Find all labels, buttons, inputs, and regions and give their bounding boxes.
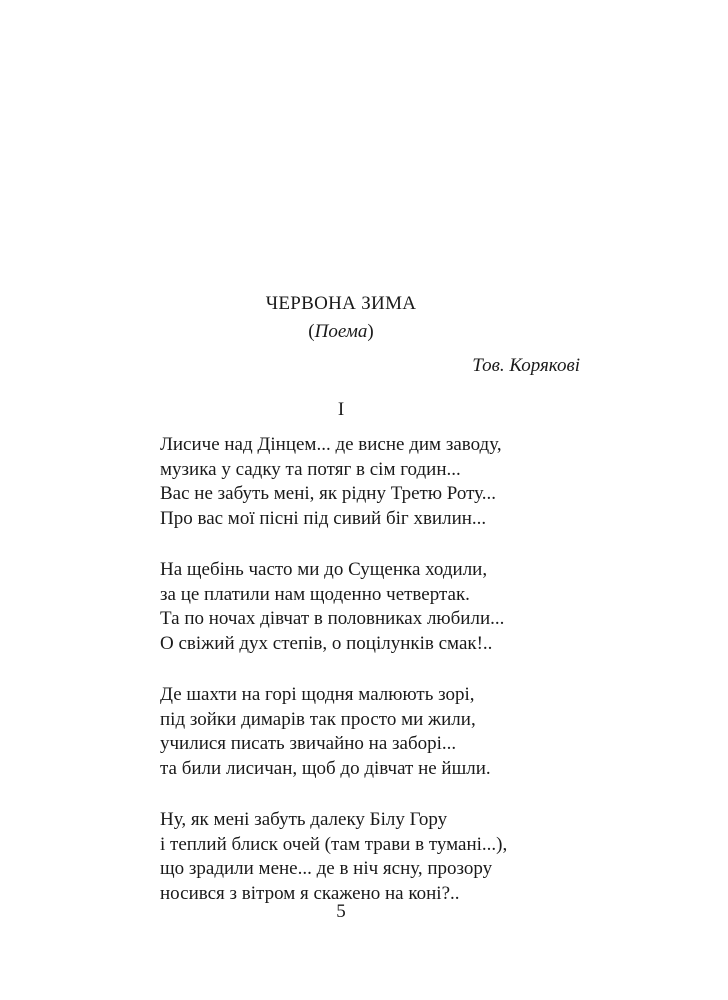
poem-line: Вас не забуть мені, як рідну Третю Роту... [160, 483, 497, 504]
poem-title: ЧЕРВОНА ЗИМА [265, 293, 417, 314]
poem-line: Лисиче над Дінцем... де висне дим заводу, [160, 434, 502, 455]
subtitle-open-paren: ( [308, 321, 315, 342]
dedication: Тов. Корякові [472, 355, 580, 376]
poem-line: та били лисичан, щоб до дівчат не йшли. [160, 757, 491, 779]
poem-line: Про вас мої пісні під сивий біг хвилин... [160, 507, 487, 529]
poem-line: під зойки димарів так просто ми жили, [160, 708, 476, 730]
poem-line: музика у садку та потяг в сім годин... [160, 458, 461, 480]
poem-line: О свіжий дух степів, о поцілунків смак!.. [160, 632, 493, 654]
page-number: 5 [336, 901, 346, 922]
poem-subtitle [0, 320, 682, 344]
stanza [160, 558, 600, 656]
poem-line: Де шахти на горі щодня малюють зорі, [160, 684, 475, 705]
subtitle-text: Поема [314, 321, 368, 342]
poem-body [160, 433, 600, 933]
stanza [160, 433, 600, 531]
part-numeral: I [337, 399, 345, 420]
poem-line: і теплий блиск очей (там трави в тумані...), [160, 833, 508, 855]
stanza [160, 683, 600, 781]
poem-line: училися писать звичайно на заборі... [160, 733, 457, 754]
poem-line: Та по ночах дівчат в половниках любили... [160, 608, 505, 629]
subtitle-close-paren: ) [367, 321, 374, 342]
stanza [160, 808, 600, 906]
poem-line: за це платили нам щоденно четвертак. [160, 583, 470, 605]
poem-line: На щебінь часто ми до Сущенка ходили, [160, 559, 488, 580]
poem-line: носився з вітром я скажено на коні?.. [160, 882, 460, 904]
poem-line: що зрадили мене... де в ніч ясну, прозору [160, 858, 493, 879]
poem-line: Ну, як мені забуть далеку Білу Гору [160, 809, 448, 830]
